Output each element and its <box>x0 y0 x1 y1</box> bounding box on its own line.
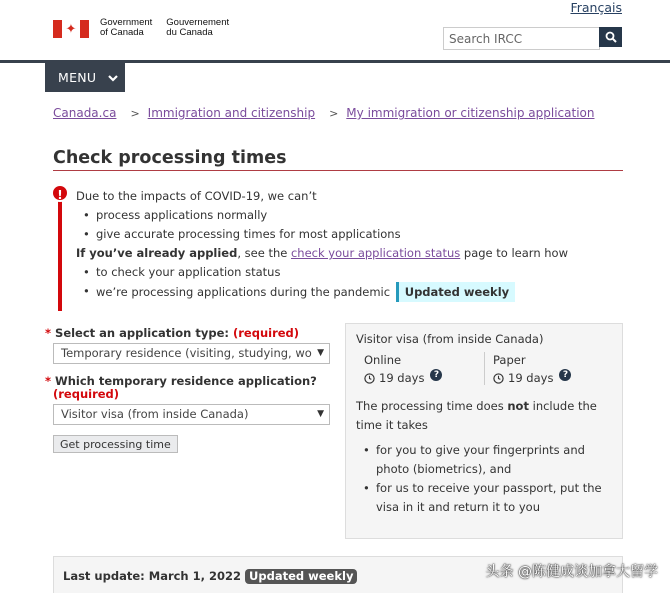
alert-intro: Due to the impacts of COVID-19, we can’t <box>76 189 317 203</box>
app-type-label: * Select an application type: (required) <box>45 326 300 340</box>
list-item: • to check your application status <box>76 263 568 282</box>
list-item: • give accurate processing times for most applications <box>76 225 568 244</box>
online-days: 19 days <box>379 371 425 385</box>
page-title: Check processing times <box>53 148 287 168</box>
paper-column <box>484 352 612 385</box>
dropdown-arrow-icon: ▼ <box>317 409 324 419</box>
list-item: • for you to give your fingerprints and photo (biometrics), and <box>356 441 612 479</box>
breadcrumb-separator: > <box>329 106 339 120</box>
updated-weekly-badge: Updated weekly <box>396 282 515 302</box>
alert-applied-text: If you’ve already applied, see the check your application status page to learn how <box>76 246 569 260</box>
breadcrumb-immigration[interactable]: Immigration and citizenship <box>147 106 316 120</box>
canada-flag-icon: ✦ <box>53 20 89 38</box>
menu-button[interactable] <box>45 63 125 92</box>
breadcrumb-my-application[interactable]: My immigration or citizenship application <box>346 106 595 120</box>
watermark: 头条 @陈健成谈加拿大留学 <box>485 564 658 580</box>
list-item: • we’re processing applications during the pandemic Updated weekly <box>76 282 568 302</box>
title-underline <box>53 170 623 171</box>
paper-days: 19 days <box>508 371 554 385</box>
dropdown-arrow-icon: ▼ <box>317 348 324 358</box>
clock-icon <box>493 373 504 384</box>
updated-weekly-pill: Updated weekly <box>245 569 357 584</box>
covid-alert <box>57 185 569 311</box>
search-button[interactable] <box>599 27 622 47</box>
app-type-select[interactable]: Temporary residence (visiting, studying, wo ▼ <box>53 343 330 364</box>
search-input[interactable] <box>443 27 600 50</box>
which-app-select[interactable]: Visitor visa (from inside Canada) ▼ <box>53 404 330 425</box>
menu-label: MENU <box>58 70 97 85</box>
gov-name-en: Government of Canada <box>100 17 153 38</box>
online-column <box>356 352 484 385</box>
exclamation-icon: ! <box>51 184 69 202</box>
clock-icon <box>364 373 375 384</box>
chevron-down-icon <box>106 71 120 85</box>
last-update-text: Last update: March 1, 2022 <box>63 569 242 583</box>
result-title: Visitor visa (from inside Canada) <box>356 332 544 346</box>
help-icon[interactable]: ? <box>430 369 442 381</box>
breadcrumb-canada[interactable]: Canada.ca <box>53 106 117 120</box>
breadcrumb <box>53 106 594 120</box>
get-processing-time-button[interactable]: Get processing time <box>53 435 178 453</box>
list-item: • process applications normally <box>76 206 568 225</box>
paper-label: Paper <box>493 353 526 367</box>
language-toggle-link[interactable]: Français <box>570 0 622 15</box>
breadcrumb-separator: > <box>130 106 140 120</box>
processing-note: The processing time does not include the time it takes <box>356 399 597 432</box>
government-of-canada-logo[interactable] <box>53 18 243 38</box>
search-form <box>443 27 622 50</box>
help-icon[interactable]: ? <box>559 369 571 381</box>
search-icon <box>605 31 617 43</box>
gov-name-fr: Gouvernement du Canada <box>166 17 230 38</box>
check-status-link[interactable]: check your application status <box>290 246 461 260</box>
list-item: • for us to receive your passport, put the visa in it and return it to you <box>356 479 612 517</box>
which-app-label: * Which temporary residence application? (required) <box>45 374 317 401</box>
result-panel <box>345 323 623 539</box>
processing-time-form <box>45 327 335 453</box>
online-label: Online <box>364 353 402 367</box>
